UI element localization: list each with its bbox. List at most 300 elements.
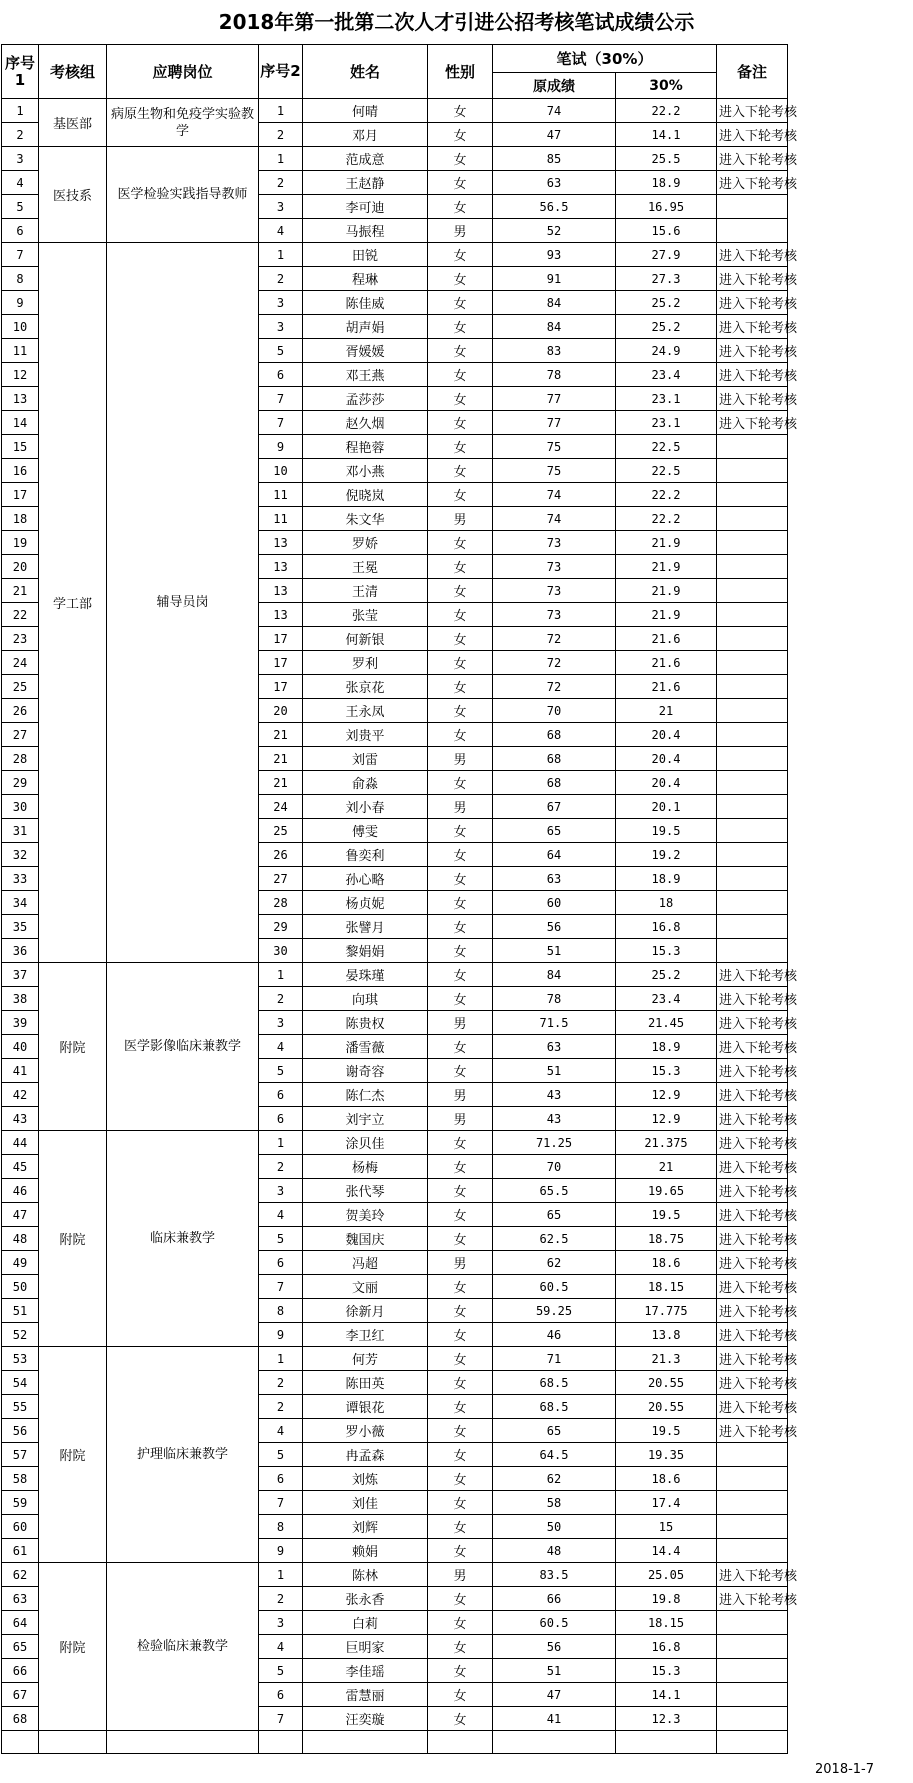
cell-seq1: 53 <box>2 1347 39 1371</box>
cell-note: 进入下轮考核 <box>717 123 788 147</box>
cell-name: 朱文华 <box>303 507 428 531</box>
cell-note: 进入下轮考核 <box>717 1011 788 1035</box>
cell-raw-score: 65.5 <box>493 1179 616 1203</box>
cell-note <box>717 555 788 579</box>
cell-seq2: 1 <box>259 243 303 267</box>
cell-gender: 女 <box>428 867 493 891</box>
cell-raw-score: 65 <box>493 1203 616 1227</box>
cell-group: 学工部 <box>39 243 107 963</box>
cell-gender: 女 <box>428 723 493 747</box>
cell-seq1: 20 <box>2 555 39 579</box>
cell-seq2: 4 <box>259 1419 303 1443</box>
cell-raw-score: 73 <box>493 531 616 555</box>
cell-name: 孙心略 <box>303 867 428 891</box>
cell-gender: 男 <box>428 747 493 771</box>
cell-weighted-score: 23.4 <box>616 363 717 387</box>
cell-seq2: 1 <box>259 1131 303 1155</box>
cell-raw-score: 74 <box>493 507 616 531</box>
cell-note <box>717 795 788 819</box>
cell-weighted-score: 19.2 <box>616 843 717 867</box>
cell-seq1: 30 <box>2 795 39 819</box>
cell-raw-score: 60.5 <box>493 1611 616 1635</box>
table-body <box>2 99 798 1754</box>
cell-name: 黎娟娟 <box>303 939 428 963</box>
blank-row <box>2 1731 788 1754</box>
cell-raw-score: 72 <box>493 651 616 675</box>
cell-group: 附院 <box>39 963 107 1131</box>
cell-name: 马振程 <box>303 219 428 243</box>
cell-seq1: 61 <box>2 1539 39 1563</box>
cell-gender: 女 <box>428 1659 493 1683</box>
cell-note <box>717 843 788 867</box>
cell-weighted-score: 17.4 <box>616 1491 717 1515</box>
cell-seq1: 43 <box>2 1107 39 1131</box>
blank-cell <box>616 1731 717 1754</box>
cell-seq2: 2 <box>259 1587 303 1611</box>
footer-date: 2018-1-7 <box>815 1762 875 1777</box>
cell-seq1: 13 <box>2 387 39 411</box>
cell-seq1: 54 <box>2 1371 39 1395</box>
blank-cell <box>303 1731 428 1754</box>
cell-weighted-score: 20.4 <box>616 747 717 771</box>
cell-note: 进入下轮考核 <box>717 1203 788 1227</box>
cell-note <box>717 723 788 747</box>
cell-name: 胥媛媛 <box>303 339 428 363</box>
cell-seq1: 8 <box>2 267 39 291</box>
cell-raw-score: 67 <box>493 795 616 819</box>
cell-gender: 女 <box>428 699 493 723</box>
cell-gender: 女 <box>428 651 493 675</box>
cell-seq1: 68 <box>2 1707 39 1731</box>
cell-raw-score: 72 <box>493 675 616 699</box>
cell-raw-score: 56 <box>493 915 616 939</box>
cell-seq1: 60 <box>2 1515 39 1539</box>
cell-position: 护理临床兼教学 <box>107 1347 259 1563</box>
cell-seq1: 39 <box>2 1011 39 1035</box>
cell-name: 王永凤 <box>303 699 428 723</box>
cell-seq2: 29 <box>259 915 303 939</box>
cell-gender: 女 <box>428 1419 493 1443</box>
cell-note: 进入下轮考核 <box>717 171 788 195</box>
cell-seq1: 34 <box>2 891 39 915</box>
cell-weighted-score: 22.2 <box>616 507 717 531</box>
cell-note: 进入下轮考核 <box>717 1131 788 1155</box>
cell-note <box>717 603 788 627</box>
cell-seq2: 5 <box>259 1059 303 1083</box>
cell-seq2: 2 <box>259 171 303 195</box>
cell-raw-score: 74 <box>493 99 616 123</box>
cell-seq2: 8 <box>259 1515 303 1539</box>
cell-name: 李佳瑶 <box>303 1659 428 1683</box>
cell-gender: 女 <box>428 819 493 843</box>
cell-weighted-score: 14.4 <box>616 1539 717 1563</box>
cell-weighted-score: 18.9 <box>616 1035 717 1059</box>
cell-weighted-score: 15 <box>616 1515 717 1539</box>
cell-weighted-score: 24.9 <box>616 339 717 363</box>
cell-seq1: 62 <box>2 1563 39 1587</box>
cell-seq2: 4 <box>259 219 303 243</box>
cell-seq2: 1 <box>259 147 303 171</box>
cell-seq1: 65 <box>2 1635 39 1659</box>
cell-gender: 女 <box>428 291 493 315</box>
cell-note: 进入下轮考核 <box>717 339 788 363</box>
cell-seq2: 11 <box>259 507 303 531</box>
cell-seq1: 15 <box>2 435 39 459</box>
cell-seq1: 67 <box>2 1683 39 1707</box>
cell-seq2: 4 <box>259 1203 303 1227</box>
cell-name: 徐新月 <box>303 1299 428 1323</box>
cell-note <box>717 891 788 915</box>
cell-note <box>717 1611 788 1635</box>
cell-name: 贺美玲 <box>303 1203 428 1227</box>
cell-seq1: 40 <box>2 1035 39 1059</box>
cell-weighted-score: 23.1 <box>616 411 717 435</box>
cell-name: 刘小春 <box>303 795 428 819</box>
cell-seq1: 59 <box>2 1491 39 1515</box>
cell-name: 罗娇 <box>303 531 428 555</box>
cell-weighted-score: 21.9 <box>616 531 717 555</box>
cell-name: 李卫红 <box>303 1323 428 1347</box>
cell-gender: 女 <box>428 171 493 195</box>
cell-weighted-score: 22.2 <box>616 99 717 123</box>
cell-raw-score: 60 <box>493 891 616 915</box>
cell-note <box>717 819 788 843</box>
cell-weighted-score: 15.3 <box>616 1659 717 1683</box>
cell-note <box>717 699 788 723</box>
cell-seq2: 7 <box>259 411 303 435</box>
cell-gender: 女 <box>428 1539 493 1563</box>
cell-group: 附院 <box>39 1563 107 1731</box>
cell-seq2: 21 <box>259 747 303 771</box>
cell-weighted-score: 17.775 <box>616 1299 717 1323</box>
header-written: 笔试（30%） <box>493 45 717 73</box>
cell-raw-score: 65 <box>493 819 616 843</box>
cell-name: 王清 <box>303 579 428 603</box>
cell-name: 张京花 <box>303 675 428 699</box>
cell-seq1: 29 <box>2 771 39 795</box>
cell-weighted-score: 18.9 <box>616 867 717 891</box>
cell-weighted-score: 21.6 <box>616 651 717 675</box>
cell-weighted-score: 25.2 <box>616 963 717 987</box>
cell-gender: 女 <box>428 243 493 267</box>
cell-raw-score: 84 <box>493 963 616 987</box>
cell-gender: 女 <box>428 1059 493 1083</box>
cell-seq2: 7 <box>259 1275 303 1299</box>
cell-note <box>717 219 788 243</box>
cell-seq1: 28 <box>2 747 39 771</box>
score-table <box>1 44 798 1754</box>
cell-seq1: 37 <box>2 963 39 987</box>
table-row <box>2 147 788 171</box>
cell-weighted-score: 18.15 <box>616 1611 717 1635</box>
cell-note: 进入下轮考核 <box>717 1179 788 1203</box>
cell-seq2: 1 <box>259 99 303 123</box>
cell-raw-score: 43 <box>493 1107 616 1131</box>
cell-raw-score: 63 <box>493 867 616 891</box>
cell-note: 进入下轮考核 <box>717 1347 788 1371</box>
cell-gender: 女 <box>428 99 493 123</box>
cell-name: 何新银 <box>303 627 428 651</box>
cell-seq1: 46 <box>2 1179 39 1203</box>
cell-note <box>717 435 788 459</box>
cell-raw-score: 70 <box>493 699 616 723</box>
table-row <box>2 963 788 987</box>
cell-seq1: 19 <box>2 531 39 555</box>
cell-gender: 女 <box>428 771 493 795</box>
cell-raw-score: 78 <box>493 987 616 1011</box>
cell-name: 潘雪薇 <box>303 1035 428 1059</box>
cell-weighted-score: 21.6 <box>616 675 717 699</box>
cell-seq2: 26 <box>259 843 303 867</box>
cell-note <box>717 1659 788 1683</box>
blank-cell <box>2 1731 39 1754</box>
cell-gender: 女 <box>428 987 493 1011</box>
cell-name: 陈贵权 <box>303 1011 428 1035</box>
cell-seq1: 48 <box>2 1227 39 1251</box>
cell-seq2: 25 <box>259 819 303 843</box>
cell-seq1: 17 <box>2 483 39 507</box>
cell-position: 临床兼教学 <box>107 1131 259 1347</box>
cell-name: 王赵静 <box>303 171 428 195</box>
cell-raw-score: 72 <box>493 627 616 651</box>
cell-raw-score: 51 <box>493 1059 616 1083</box>
cell-seq1: 55 <box>2 1395 39 1419</box>
cell-seq1: 50 <box>2 1275 39 1299</box>
cell-weighted-score: 19.5 <box>616 1419 717 1443</box>
cell-seq1: 47 <box>2 1203 39 1227</box>
cell-note: 进入下轮考核 <box>717 1251 788 1275</box>
cell-seq2: 2 <box>259 1155 303 1179</box>
cell-gender: 女 <box>428 1131 493 1155</box>
cell-name: 冉孟森 <box>303 1443 428 1467</box>
cell-name: 程琳 <box>303 267 428 291</box>
cell-weighted-score: 22.5 <box>616 435 717 459</box>
cell-raw-score: 62 <box>493 1467 616 1491</box>
cell-seq2: 21 <box>259 723 303 747</box>
cell-name: 邓王燕 <box>303 363 428 387</box>
cell-name: 刘宇立 <box>303 1107 428 1131</box>
cell-seq2: 24 <box>259 795 303 819</box>
blank-cell <box>107 1731 259 1754</box>
cell-raw-score: 68.5 <box>493 1395 616 1419</box>
cell-note <box>717 627 788 651</box>
cell-raw-score: 41 <box>493 1707 616 1731</box>
cell-seq1: 12 <box>2 363 39 387</box>
table-row <box>2 1347 788 1371</box>
cell-gender: 女 <box>428 1371 493 1395</box>
cell-weighted-score: 20.4 <box>616 771 717 795</box>
cell-name: 程艳蓉 <box>303 435 428 459</box>
cell-raw-score: 56.5 <box>493 195 616 219</box>
cell-note <box>717 459 788 483</box>
cell-note: 进入下轮考核 <box>717 1083 788 1107</box>
cell-note: 进入下轮考核 <box>717 243 788 267</box>
cell-weighted-score: 18.75 <box>616 1227 717 1251</box>
cell-raw-score: 51 <box>493 1659 616 1683</box>
cell-note: 进入下轮考核 <box>717 387 788 411</box>
cell-weighted-score: 15.3 <box>616 939 717 963</box>
cell-raw-score: 58 <box>493 1491 616 1515</box>
cell-seq1: 14 <box>2 411 39 435</box>
cell-seq2: 2 <box>259 1371 303 1395</box>
cell-seq2: 8 <box>259 1299 303 1323</box>
cell-seq2: 13 <box>259 531 303 555</box>
cell-name: 刘辉 <box>303 1515 428 1539</box>
cell-gender: 女 <box>428 339 493 363</box>
cell-name: 范成意 <box>303 147 428 171</box>
cell-seq1: 18 <box>2 507 39 531</box>
cell-seq2: 6 <box>259 1083 303 1107</box>
cell-position: 病原生物和免疫学实验教学 <box>107 99 259 147</box>
cell-gender: 女 <box>428 675 493 699</box>
cell-raw-score: 71.25 <box>493 1131 616 1155</box>
cell-seq2: 5 <box>259 339 303 363</box>
cell-note <box>717 1707 788 1731</box>
cell-weighted-score: 18.15 <box>616 1275 717 1299</box>
cell-seq2: 21 <box>259 771 303 795</box>
cell-group: 医技系 <box>39 147 107 243</box>
cell-seq1: 36 <box>2 939 39 963</box>
cell-weighted-score: 27.3 <box>616 267 717 291</box>
cell-gender: 女 <box>428 1635 493 1659</box>
blank-cell <box>39 1731 107 1754</box>
cell-seq2: 27 <box>259 867 303 891</box>
cell-seq2: 3 <box>259 195 303 219</box>
cell-raw-score: 50 <box>493 1515 616 1539</box>
cell-note: 进入下轮考核 <box>717 267 788 291</box>
page-title: 2018年第一批第二次人才引进公招考核笔试成绩公示 <box>218 10 695 34</box>
cell-seq2: 6 <box>259 1251 303 1275</box>
cell-name: 陈田英 <box>303 1371 428 1395</box>
cell-seq1: 1 <box>2 99 39 123</box>
cell-raw-score: 73 <box>493 579 616 603</box>
cell-gender: 女 <box>428 483 493 507</box>
cell-raw-score: 83 <box>493 339 616 363</box>
cell-seq1: 66 <box>2 1659 39 1683</box>
cell-note: 进入下轮考核 <box>717 1563 788 1587</box>
cell-name: 张莹 <box>303 603 428 627</box>
table-row <box>2 99 788 123</box>
cell-name: 孟莎莎 <box>303 387 428 411</box>
cell-seq2: 13 <box>259 603 303 627</box>
cell-gender: 女 <box>428 123 493 147</box>
cell-raw-score: 73 <box>493 555 616 579</box>
cell-name: 赖娟 <box>303 1539 428 1563</box>
cell-note: 进入下轮考核 <box>717 1227 788 1251</box>
cell-gender: 女 <box>428 555 493 579</box>
cell-gender: 女 <box>428 603 493 627</box>
cell-seq2: 3 <box>259 291 303 315</box>
header-gender: 性别 <box>428 45 493 99</box>
cell-raw-score: 70 <box>493 1155 616 1179</box>
header-seq1: 序号1 <box>2 45 39 99</box>
cell-gender: 男 <box>428 1011 493 1035</box>
cell-weighted-score: 25.2 <box>616 315 717 339</box>
cell-gender: 女 <box>428 531 493 555</box>
cell-name: 谢奇容 <box>303 1059 428 1083</box>
cell-seq2: 20 <box>259 699 303 723</box>
cell-group: 基医部 <box>39 99 107 147</box>
cell-position: 辅导员岗 <box>107 243 259 963</box>
header-raw: 原成绩 <box>493 73 616 99</box>
cell-gender: 女 <box>428 459 493 483</box>
cell-seq2: 5 <box>259 1443 303 1467</box>
blank-cell <box>259 1731 303 1754</box>
cell-gender: 女 <box>428 411 493 435</box>
cell-note: 进入下轮考核 <box>717 1059 788 1083</box>
cell-gender: 女 <box>428 1299 493 1323</box>
cell-note <box>717 915 788 939</box>
cell-raw-score: 65 <box>493 1419 616 1443</box>
cell-name: 李可迪 <box>303 195 428 219</box>
cell-gender: 女 <box>428 1179 493 1203</box>
cell-weighted-score: 21.9 <box>616 603 717 627</box>
table-header <box>2 45 788 99</box>
cell-seq1: 52 <box>2 1323 39 1347</box>
cell-note <box>717 939 788 963</box>
cell-position: 医学检验实践指导教师 <box>107 147 259 243</box>
cell-weighted-score: 16.95 <box>616 195 717 219</box>
cell-seq2: 2 <box>259 267 303 291</box>
cell-seq1: 5 <box>2 195 39 219</box>
cell-gender: 女 <box>428 435 493 459</box>
cell-weighted-score: 18.6 <box>616 1467 717 1491</box>
cell-name: 罗利 <box>303 651 428 675</box>
cell-weighted-score: 21.9 <box>616 555 717 579</box>
cell-weighted-score: 20.4 <box>616 723 717 747</box>
cell-name: 涂贝佳 <box>303 1131 428 1155</box>
cell-gender: 女 <box>428 1395 493 1419</box>
cell-raw-score: 75 <box>493 459 616 483</box>
cell-note <box>717 1515 788 1539</box>
cell-name: 胡声娟 <box>303 315 428 339</box>
cell-name: 刘雷 <box>303 747 428 771</box>
cell-note <box>717 531 788 555</box>
cell-weighted-score: 16.8 <box>616 915 717 939</box>
cell-seq2: 28 <box>259 891 303 915</box>
cell-note <box>717 579 788 603</box>
cell-seq1: 31 <box>2 819 39 843</box>
cell-seq2: 11 <box>259 483 303 507</box>
cell-name: 赵久烟 <box>303 411 428 435</box>
cell-weighted-score: 25.05 <box>616 1563 717 1587</box>
cell-gender: 女 <box>428 1323 493 1347</box>
cell-gender: 女 <box>428 1275 493 1299</box>
cell-raw-score: 84 <box>493 315 616 339</box>
cell-gender: 女 <box>428 1347 493 1371</box>
cell-seq1: 3 <box>2 147 39 171</box>
cell-seq2: 2 <box>259 987 303 1011</box>
cell-seq1: 41 <box>2 1059 39 1083</box>
cell-seq2: 7 <box>259 1491 303 1515</box>
cell-gender: 女 <box>428 627 493 651</box>
cell-seq1: 64 <box>2 1611 39 1635</box>
cell-seq2: 13 <box>259 555 303 579</box>
cell-gender: 男 <box>428 1563 493 1587</box>
cell-name: 倪晓岚 <box>303 483 428 507</box>
cell-raw-score: 71 <box>493 1347 616 1371</box>
cell-weighted-score: 21.6 <box>616 627 717 651</box>
cell-name: 魏国庆 <box>303 1227 428 1251</box>
cell-note <box>717 1443 788 1467</box>
cell-note: 进入下轮考核 <box>717 1035 788 1059</box>
cell-raw-score: 93 <box>493 243 616 267</box>
cell-note <box>717 483 788 507</box>
cell-position: 医学影像临床兼教学 <box>107 963 259 1131</box>
cell-position: 检验临床兼教学 <box>107 1563 259 1731</box>
cell-raw-score: 47 <box>493 1683 616 1707</box>
cell-weighted-score: 22.5 <box>616 459 717 483</box>
